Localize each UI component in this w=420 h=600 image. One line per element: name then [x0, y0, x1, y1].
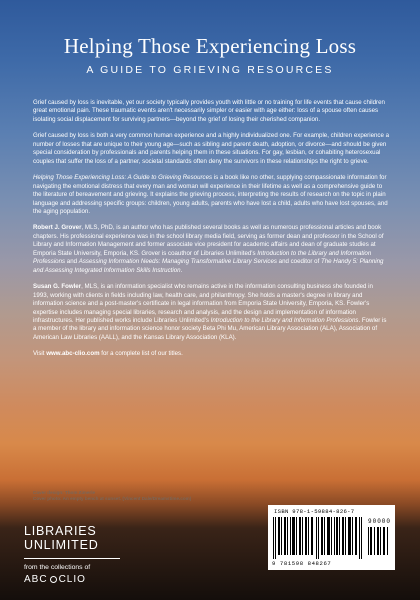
- publisher-from-text: from the collections of: [24, 564, 91, 571]
- book-title-handy5: The Handy 5: Planning and Assessing Integrated Information Skills Instruction: [33, 258, 384, 274]
- paragraph-1: Grief caused by loss is inevitable, yet our society typically provides youth with little or no training for life events that cause children great emotional pain. These traumatic events aren't necessarily simpler or easier with age either: loss of a spouse often causes isolating social displacement for surviving partners—beyond the grief of losing their cherished companion.: [33, 99, 385, 123]
- publisher-name-line2: UNLIMITED: [24, 538, 99, 552]
- barcode-icon: [272, 517, 364, 559]
- barcode-box: [268, 505, 395, 570]
- visit-pre: Visit: [33, 350, 47, 358]
- author-bio-grover-text-a: , MLS, PhD, is an author who has published several books as well as numerous professional articles and book chapters. His professional experience was in the school library media field, serving as former dean and professor in the School of Library and Information Management and former associate vice president for academic affairs and dean of graduate studies at Emporia State University, Emporia, KS. Grover is coauthor of Libraries Unlimited's: [33, 224, 384, 257]
- book-title-inline: Helping Those Experiencing Loss: A Guide to Grieving Resources: [33, 174, 213, 182]
- cover-title: Helping Those Experiencing Loss: [63, 34, 357, 58]
- author-bio-grover-and: and: [65, 258, 79, 266]
- abc-clio-separator-icon: [50, 576, 57, 583]
- cover-subtitle: A GUIDE TO GRIEVING RESOURCES: [86, 64, 334, 76]
- paragraph-3-text: is a book like no other, supplying compassionate information for navigating the emotional distress that every man and woman will experience in their lifetime as well as a comprehensive guide to the literature of bereavement and grieving. It explains the grieving process, interpreting the results of research on the topic in plain language and addressing specific groups: children, young adults, parents who have lost a child, adults who have lost spouses, and the aging population.: [33, 174, 388, 215]
- book-title-intro-2: Introduction to the Library and Information Professions: [210, 316, 359, 324]
- visit-line: [33, 350, 389, 358]
- publisher-name-line1: LIBRARIES: [24, 524, 97, 538]
- publisher-logo: [24, 524, 144, 587]
- paragraph-3: [33, 174, 389, 216]
- clio-text: CLIO: [58, 574, 86, 585]
- cover-design-credit: Cover design: Thom Zimerle: [33, 490, 96, 495]
- publisher-url[interactable]: www.abc-clio.com: [46, 350, 100, 358]
- price-code: 90000: [368, 518, 392, 525]
- author-bio-fowler-text-b: . Fowler is a member of the library and information science honor society Beta Phi Mu, American Library Association (ALA), Association of American Law Libraries (AALL), and the Kansas Library Association (KLA).: [33, 316, 387, 341]
- author-name-grover: Robert J. Grover: [33, 224, 82, 232]
- price-barcode-icon: [368, 527, 390, 555]
- cover-credits: [33, 490, 233, 502]
- visit-post: for a complete list of our titles.: [99, 350, 183, 358]
- author-bio-fowler: [33, 283, 389, 342]
- publisher-divider: [24, 558, 120, 559]
- author-bio-grover-text-b: and coeditor of: [276, 258, 321, 266]
- author-name-fowler: Susan G. Fowler: [33, 283, 82, 291]
- author-bio-grover-end: .: [180, 266, 183, 274]
- barcode-number: 9 781598 848267: [272, 560, 332, 567]
- author-bio-grover: [33, 224, 389, 275]
- cover-photo-credit: Cover photo: An empty bench at sunset. (Vincent Dale/Dreamstime.com): [33, 496, 192, 501]
- back-cover-description: [33, 99, 389, 367]
- paragraph-2: Grief caused by loss is both a very common human experience and a highly individualized one. For example, children experience a number of losses that are unique to their young age—such as sibling and parent death, adoption, or divorce—and should be given special consideration by professionals and parents helping them in these situations. For gay, lesbian, or cohabiting heterosexual couples that suffer the loss of a partner, societal standards often deny the survivors in these relationships the right to grieve.: [33, 132, 390, 165]
- book-title-intro: Introduction to the Library and Information Professions: [33, 249, 372, 266]
- author-bio-fowler-text-a: , MLS, is an information specialist who remains active in the information consulting business she founded in 1993, working with clients in fields including law, health care, and philanthropy. She holds a master's degree in library and information science and a post-master's certificate in legal information from Emporia State University, Emporia, KS. Fowler's expertise includes managing special libraries, research and analysis, and the design and implementation of information infrastructures. Her published works include Libraries Unlimited's: [33, 283, 373, 324]
- isbn-label: ISBN 978-1-59884-826-7: [274, 508, 355, 515]
- abc-text: ABC: [24, 574, 48, 585]
- book-title-assessing: Assessing Information Needs: Managing Transformative Library Services: [78, 258, 277, 266]
- abc-clio-logo: [24, 573, 144, 587]
